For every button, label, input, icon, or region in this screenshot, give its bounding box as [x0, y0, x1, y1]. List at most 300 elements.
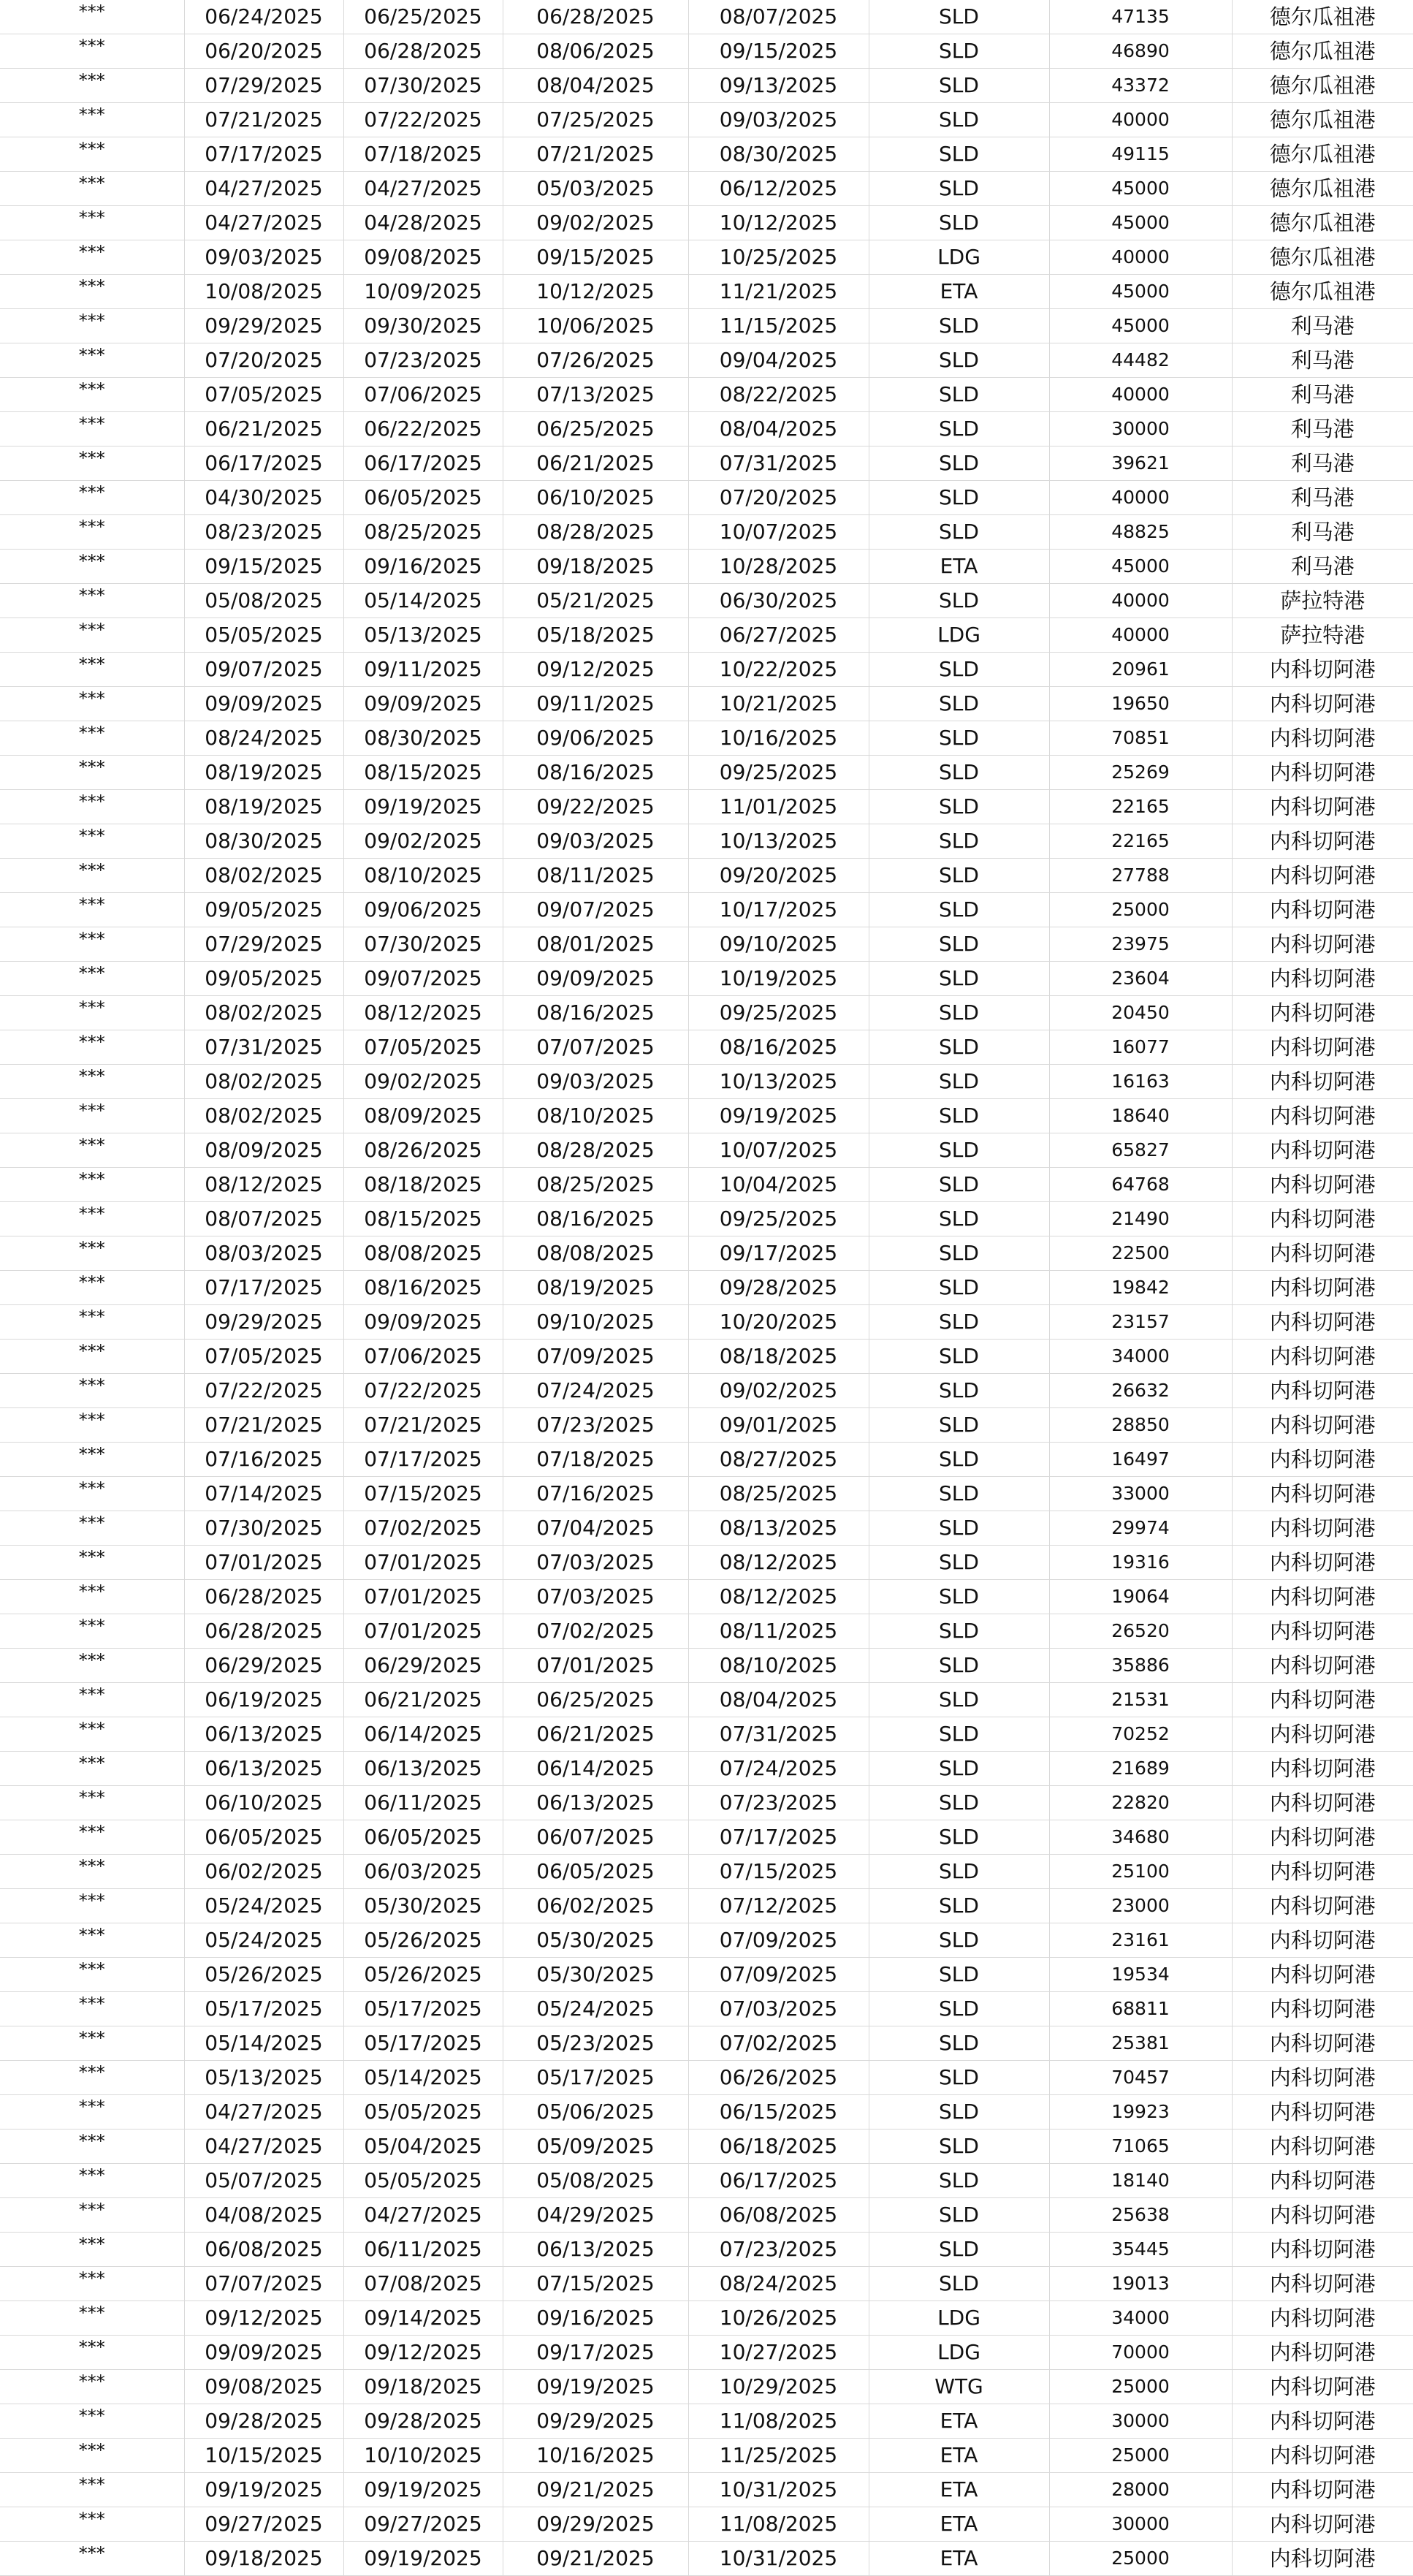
- date-1-cell[interactable]: 09/07/2025: [184, 653, 343, 687]
- date-2-cell[interactable]: 06/11/2025: [343, 1786, 503, 1820]
- port-cell[interactable]: 内科切阿港: [1232, 1889, 1413, 1923]
- date-3-cell[interactable]: 09/22/2025: [503, 790, 688, 824]
- status-cell[interactable]: ETA: [869, 2473, 1049, 2507]
- status-cell[interactable]: ETA: [869, 2507, 1049, 2542]
- port-cell[interactable]: 内科切阿港: [1232, 653, 1413, 687]
- date-3-cell[interactable]: 04/29/2025: [503, 2198, 688, 2233]
- date-1-cell[interactable]: 07/29/2025: [184, 927, 343, 962]
- quantity-cell[interactable]: 22165: [1049, 790, 1232, 824]
- date-1-cell[interactable]: 09/08/2025: [184, 2370, 343, 2404]
- table-row[interactable]: [0, 1477, 1413, 1511]
- date-1-cell[interactable]: 08/02/2025: [184, 1099, 343, 1133]
- port-cell[interactable]: 内科切阿港: [1232, 1752, 1413, 1786]
- date-1-cell[interactable]: 06/05/2025: [184, 1820, 343, 1855]
- date-4-cell[interactable]: 07/23/2025: [688, 1786, 869, 1820]
- date-1-cell[interactable]: 07/21/2025: [184, 1408, 343, 1443]
- date-2-cell[interactable]: 09/11/2025: [343, 653, 503, 687]
- date-4-cell[interactable]: 10/25/2025: [688, 240, 869, 275]
- table-row[interactable]: [0, 2542, 1413, 2576]
- date-2-cell[interactable]: 09/06/2025: [343, 893, 503, 927]
- masked-id-cell[interactable]: ***: [0, 515, 184, 550]
- quantity-cell[interactable]: 70000: [1049, 2336, 1232, 2370]
- date-2-cell[interactable]: 10/09/2025: [343, 275, 503, 309]
- table-row[interactable]: [0, 1717, 1413, 1752]
- status-cell[interactable]: SLD: [869, 1408, 1049, 1443]
- date-3-cell[interactable]: 05/03/2025: [503, 172, 688, 206]
- table-row[interactable]: [0, 2507, 1413, 2542]
- port-cell[interactable]: 内科切阿港: [1232, 1820, 1413, 1855]
- status-cell[interactable]: LDG: [869, 618, 1049, 653]
- masked-id-cell[interactable]: ***: [0, 34, 184, 69]
- table-row[interactable]: [0, 1580, 1413, 1614]
- status-cell[interactable]: SLD: [869, 2267, 1049, 2301]
- date-1-cell[interactable]: 06/19/2025: [184, 1683, 343, 1717]
- quantity-cell[interactable]: 30000: [1049, 2507, 1232, 2542]
- date-4-cell[interactable]: 08/16/2025: [688, 1030, 869, 1065]
- date-2-cell[interactable]: 05/30/2025: [343, 1889, 503, 1923]
- status-cell[interactable]: SLD: [869, 824, 1049, 859]
- quantity-cell[interactable]: 40000: [1049, 618, 1232, 653]
- table-row[interactable]: [0, 447, 1413, 481]
- quantity-cell[interactable]: 46890: [1049, 34, 1232, 69]
- date-2-cell[interactable]: 06/05/2025: [343, 481, 503, 515]
- port-cell[interactable]: 内科切阿港: [1232, 2233, 1413, 2267]
- table-row[interactable]: [0, 1820, 1413, 1855]
- date-3-cell[interactable]: 09/15/2025: [503, 240, 688, 275]
- status-cell[interactable]: SLD: [869, 962, 1049, 996]
- date-4-cell[interactable]: 08/04/2025: [688, 1683, 869, 1717]
- status-cell[interactable]: SLD: [869, 1752, 1049, 1786]
- port-cell[interactable]: 内科切阿港: [1232, 756, 1413, 790]
- table-row[interactable]: [0, 1614, 1413, 1649]
- table-row[interactable]: [0, 927, 1413, 962]
- date-2-cell[interactable]: 06/05/2025: [343, 1820, 503, 1855]
- port-cell[interactable]: 萨拉特港: [1232, 584, 1413, 618]
- masked-id-cell[interactable]: ***: [0, 1958, 184, 1992]
- date-2-cell[interactable]: 06/21/2025: [343, 1683, 503, 1717]
- date-4-cell[interactable]: 08/24/2025: [688, 2267, 869, 2301]
- status-cell[interactable]: SLD: [869, 0, 1049, 34]
- date-3-cell[interactable]: 08/01/2025: [503, 927, 688, 962]
- date-2-cell[interactable]: 08/10/2025: [343, 859, 503, 893]
- date-2-cell[interactable]: 09/09/2025: [343, 1305, 503, 1340]
- table-row[interactable]: [0, 412, 1413, 447]
- status-cell[interactable]: SLD: [869, 893, 1049, 927]
- date-1-cell[interactable]: 08/02/2025: [184, 996, 343, 1030]
- date-3-cell[interactable]: 09/07/2025: [503, 893, 688, 927]
- table-row[interactable]: [0, 309, 1413, 343]
- date-2-cell[interactable]: 08/25/2025: [343, 515, 503, 550]
- status-cell[interactable]: SLD: [869, 206, 1049, 240]
- table-row[interactable]: [0, 1683, 1413, 1717]
- status-cell[interactable]: SLD: [869, 137, 1049, 172]
- quantity-cell[interactable]: 16497: [1049, 1443, 1232, 1477]
- date-2-cell[interactable]: 07/01/2025: [343, 1580, 503, 1614]
- date-1-cell[interactable]: 08/19/2025: [184, 756, 343, 790]
- status-cell[interactable]: SLD: [869, 1717, 1049, 1752]
- masked-id-cell[interactable]: ***: [0, 584, 184, 618]
- date-4-cell[interactable]: 08/13/2025: [688, 1511, 869, 1546]
- status-cell[interactable]: SLD: [869, 2233, 1049, 2267]
- quantity-cell[interactable]: 18640: [1049, 1099, 1232, 1133]
- status-cell[interactable]: SLD: [869, 790, 1049, 824]
- status-cell[interactable]: SLD: [869, 1305, 1049, 1340]
- masked-id-cell[interactable]: ***: [0, 1305, 184, 1340]
- date-2-cell[interactable]: 09/27/2025: [343, 2507, 503, 2542]
- status-cell[interactable]: SLD: [869, 2129, 1049, 2164]
- masked-id-cell[interactable]: ***: [0, 1546, 184, 1580]
- date-1-cell[interactable]: 09/19/2025: [184, 2473, 343, 2507]
- masked-id-cell[interactable]: ***: [0, 2542, 184, 2576]
- quantity-cell[interactable]: 20450: [1049, 996, 1232, 1030]
- date-4-cell[interactable]: 08/07/2025: [688, 0, 869, 34]
- quantity-cell[interactable]: 40000: [1049, 378, 1232, 412]
- date-4-cell[interactable]: 09/19/2025: [688, 1099, 869, 1133]
- date-1-cell[interactable]: 08/07/2025: [184, 1202, 343, 1236]
- masked-id-cell[interactable]: ***: [0, 1408, 184, 1443]
- table-row[interactable]: [0, 859, 1413, 893]
- date-3-cell[interactable]: 07/09/2025: [503, 1340, 688, 1374]
- port-cell[interactable]: 内科切阿港: [1232, 2336, 1413, 2370]
- date-1-cell[interactable]: 07/31/2025: [184, 1030, 343, 1065]
- status-cell[interactable]: SLD: [869, 721, 1049, 756]
- port-cell[interactable]: 内科切阿港: [1232, 2129, 1413, 2164]
- table-row[interactable]: [0, 2026, 1413, 2061]
- masked-id-cell[interactable]: ***: [0, 2026, 184, 2061]
- date-2-cell[interactable]: 08/15/2025: [343, 756, 503, 790]
- date-2-cell[interactable]: 09/19/2025: [343, 2542, 503, 2576]
- status-cell[interactable]: SLD: [869, 1374, 1049, 1408]
- masked-id-cell[interactable]: ***: [0, 1133, 184, 1168]
- quantity-cell[interactable]: 19650: [1049, 687, 1232, 721]
- status-cell[interactable]: SLD: [869, 653, 1049, 687]
- date-4-cell[interactable]: 09/17/2025: [688, 1236, 869, 1271]
- status-cell[interactable]: SLD: [869, 1546, 1049, 1580]
- quantity-cell[interactable]: 25269: [1049, 756, 1232, 790]
- masked-id-cell[interactable]: ***: [0, 1099, 184, 1133]
- date-3-cell[interactable]: 07/02/2025: [503, 1614, 688, 1649]
- date-4-cell[interactable]: 10/07/2025: [688, 515, 869, 550]
- status-cell[interactable]: SLD: [869, 103, 1049, 137]
- table-row[interactable]: [0, 1305, 1413, 1340]
- port-cell[interactable]: 德尔瓜祖港: [1232, 34, 1413, 69]
- quantity-cell[interactable]: 16163: [1049, 1065, 1232, 1099]
- date-2-cell[interactable]: 08/26/2025: [343, 1133, 503, 1168]
- date-2-cell[interactable]: 09/14/2025: [343, 2301, 503, 2336]
- date-2-cell[interactable]: 07/22/2025: [343, 1374, 503, 1408]
- port-cell[interactable]: 内科切阿港: [1232, 1374, 1413, 1408]
- status-cell[interactable]: WTG: [869, 2370, 1049, 2404]
- port-cell[interactable]: 内科切阿港: [1232, 2370, 1413, 2404]
- date-3-cell[interactable]: 05/06/2025: [503, 2095, 688, 2129]
- table-row[interactable]: [0, 996, 1413, 1030]
- date-2-cell[interactable]: 07/01/2025: [343, 1614, 503, 1649]
- quantity-cell[interactable]: 23975: [1049, 927, 1232, 962]
- date-4-cell[interactable]: 07/09/2025: [688, 1923, 869, 1958]
- date-2-cell[interactable]: 07/01/2025: [343, 1546, 503, 1580]
- date-1-cell[interactable]: 07/05/2025: [184, 378, 343, 412]
- quantity-cell[interactable]: 25000: [1049, 2439, 1232, 2473]
- table-row[interactable]: [0, 2267, 1413, 2301]
- quantity-cell[interactable]: 23161: [1049, 1923, 1232, 1958]
- port-cell[interactable]: 利马港: [1232, 447, 1413, 481]
- date-4-cell[interactable]: 09/10/2025: [688, 927, 869, 962]
- status-cell[interactable]: SLD: [869, 378, 1049, 412]
- table-row[interactable]: [0, 1511, 1413, 1546]
- status-cell[interactable]: SLD: [869, 687, 1049, 721]
- masked-id-cell[interactable]: ***: [0, 2301, 184, 2336]
- quantity-cell[interactable]: 19013: [1049, 2267, 1232, 2301]
- date-4-cell[interactable]: 08/04/2025: [688, 412, 869, 447]
- date-3-cell[interactable]: 05/30/2025: [503, 1923, 688, 1958]
- date-2-cell[interactable]: 08/16/2025: [343, 1271, 503, 1305]
- table-row[interactable]: [0, 206, 1413, 240]
- date-4-cell[interactable]: 07/24/2025: [688, 1752, 869, 1786]
- status-cell[interactable]: SLD: [869, 756, 1049, 790]
- table-row[interactable]: [0, 1202, 1413, 1236]
- port-cell[interactable]: 内科切阿港: [1232, 2439, 1413, 2473]
- port-cell[interactable]: 内科切阿港: [1232, 2542, 1413, 2576]
- masked-id-cell[interactable]: ***: [0, 1065, 184, 1099]
- date-3-cell[interactable]: 09/03/2025: [503, 1065, 688, 1099]
- date-2-cell[interactable]: 08/18/2025: [343, 1168, 503, 1202]
- quantity-cell[interactable]: 20961: [1049, 653, 1232, 687]
- date-3-cell[interactable]: 07/07/2025: [503, 1030, 688, 1065]
- date-3-cell[interactable]: 08/16/2025: [503, 996, 688, 1030]
- date-3-cell[interactable]: 08/16/2025: [503, 1202, 688, 1236]
- table-row[interactable]: [0, 1374, 1413, 1408]
- date-4-cell[interactable]: 08/25/2025: [688, 1477, 869, 1511]
- port-cell[interactable]: 内科切阿港: [1232, 1958, 1413, 1992]
- date-4-cell[interactable]: 10/19/2025: [688, 962, 869, 996]
- port-cell[interactable]: 内科切阿港: [1232, 893, 1413, 927]
- masked-id-cell[interactable]: ***: [0, 2095, 184, 2129]
- date-3-cell[interactable]: 05/24/2025: [503, 1992, 688, 2026]
- date-2-cell[interactable]: 05/17/2025: [343, 2026, 503, 2061]
- date-1-cell[interactable]: 08/24/2025: [184, 721, 343, 756]
- table-row[interactable]: [0, 34, 1413, 69]
- date-3-cell[interactable]: 06/21/2025: [503, 447, 688, 481]
- date-1-cell[interactable]: 08/02/2025: [184, 859, 343, 893]
- date-2-cell[interactable]: 07/30/2025: [343, 927, 503, 962]
- quantity-cell[interactable]: 16077: [1049, 1030, 1232, 1065]
- status-cell[interactable]: SLD: [869, 1683, 1049, 1717]
- date-2-cell[interactable]: 05/13/2025: [343, 618, 503, 653]
- date-3-cell[interactable]: 08/04/2025: [503, 69, 688, 103]
- date-3-cell[interactable]: 05/17/2025: [503, 2061, 688, 2095]
- masked-id-cell[interactable]: ***: [0, 1374, 184, 1408]
- quantity-cell[interactable]: 25000: [1049, 893, 1232, 927]
- date-3-cell[interactable]: 08/08/2025: [503, 1236, 688, 1271]
- quantity-cell[interactable]: 45000: [1049, 206, 1232, 240]
- date-4-cell[interactable]: 08/18/2025: [688, 1340, 869, 1374]
- date-3-cell[interactable]: 07/13/2025: [503, 378, 688, 412]
- date-4-cell[interactable]: 10/13/2025: [688, 1065, 869, 1099]
- status-cell[interactable]: LDG: [869, 2301, 1049, 2336]
- masked-id-cell[interactable]: ***: [0, 1889, 184, 1923]
- date-1-cell[interactable]: 10/15/2025: [184, 2439, 343, 2473]
- masked-id-cell[interactable]: ***: [0, 721, 184, 756]
- port-cell[interactable]: 内科切阿港: [1232, 2198, 1413, 2233]
- status-cell[interactable]: SLD: [869, 1236, 1049, 1271]
- table-row[interactable]: [0, 2198, 1413, 2233]
- table-row[interactable]: [0, 1786, 1413, 1820]
- quantity-cell[interactable]: 40000: [1049, 103, 1232, 137]
- date-2-cell[interactable]: 09/16/2025: [343, 550, 503, 584]
- status-cell[interactable]: SLD: [869, 1099, 1049, 1133]
- date-1-cell[interactable]: 04/27/2025: [184, 172, 343, 206]
- date-1-cell[interactable]: 06/02/2025: [184, 1855, 343, 1889]
- port-cell[interactable]: 内科切阿港: [1232, 790, 1413, 824]
- date-4-cell[interactable]: 09/25/2025: [688, 756, 869, 790]
- table-row[interactable]: [0, 378, 1413, 412]
- table-row[interactable]: [0, 2439, 1413, 2473]
- status-cell[interactable]: SLD: [869, 343, 1049, 378]
- masked-id-cell[interactable]: ***: [0, 962, 184, 996]
- date-4-cell[interactable]: 10/21/2025: [688, 687, 869, 721]
- status-cell[interactable]: SLD: [869, 584, 1049, 618]
- quantity-cell[interactable]: 21531: [1049, 1683, 1232, 1717]
- date-2-cell[interactable]: 06/13/2025: [343, 1752, 503, 1786]
- date-2-cell[interactable]: 08/08/2025: [343, 1236, 503, 1271]
- port-cell[interactable]: 内科切阿港: [1232, 1202, 1413, 1236]
- date-3-cell[interactable]: 09/21/2025: [503, 2473, 688, 2507]
- date-4-cell[interactable]: 11/21/2025: [688, 275, 869, 309]
- date-4-cell[interactable]: 06/18/2025: [688, 2129, 869, 2164]
- table-row[interactable]: [0, 2336, 1413, 2370]
- date-2-cell[interactable]: 05/14/2025: [343, 584, 503, 618]
- masked-id-cell[interactable]: ***: [0, 756, 184, 790]
- port-cell[interactable]: 内科切阿港: [1232, 1546, 1413, 1580]
- status-cell[interactable]: SLD: [869, 1923, 1049, 1958]
- status-cell[interactable]: SLD: [869, 1168, 1049, 1202]
- date-1-cell[interactable]: 09/03/2025: [184, 240, 343, 275]
- quantity-cell[interactable]: 25381: [1049, 2026, 1232, 2061]
- date-1-cell[interactable]: 05/08/2025: [184, 584, 343, 618]
- quantity-cell[interactable]: 40000: [1049, 240, 1232, 275]
- table-row[interactable]: [0, 1271, 1413, 1305]
- date-1-cell[interactable]: 07/01/2025: [184, 1546, 343, 1580]
- date-3-cell[interactable]: 07/21/2025: [503, 137, 688, 172]
- date-3-cell[interactable]: 09/10/2025: [503, 1305, 688, 1340]
- masked-id-cell[interactable]: ***: [0, 927, 184, 962]
- date-1-cell[interactable]: 08/30/2025: [184, 824, 343, 859]
- table-row[interactable]: [0, 1443, 1413, 1477]
- date-3-cell[interactable]: 09/29/2025: [503, 2404, 688, 2439]
- quantity-cell[interactable]: 21490: [1049, 1202, 1232, 1236]
- masked-id-cell[interactable]: ***: [0, 2198, 184, 2233]
- date-4-cell[interactable]: 09/25/2025: [688, 996, 869, 1030]
- status-cell[interactable]: SLD: [869, 1271, 1049, 1305]
- status-cell[interactable]: ETA: [869, 2542, 1049, 2576]
- table-row[interactable]: [0, 1649, 1413, 1683]
- table-row[interactable]: [0, 1923, 1413, 1958]
- date-1-cell[interactable]: 09/05/2025: [184, 962, 343, 996]
- status-cell[interactable]: ETA: [869, 2404, 1049, 2439]
- table-row[interactable]: [0, 1168, 1413, 1202]
- table-row[interactable]: [0, 103, 1413, 137]
- masked-id-cell[interactable]: ***: [0, 1683, 184, 1717]
- date-4-cell[interactable]: 06/17/2025: [688, 2164, 869, 2198]
- masked-id-cell[interactable]: ***: [0, 2370, 184, 2404]
- status-cell[interactable]: SLD: [869, 2198, 1049, 2233]
- date-1-cell[interactable]: 04/27/2025: [184, 206, 343, 240]
- table-row[interactable]: [0, 2473, 1413, 2507]
- masked-id-cell[interactable]: ***: [0, 1271, 184, 1305]
- quantity-cell[interactable]: 19534: [1049, 1958, 1232, 1992]
- port-cell[interactable]: 内科切阿港: [1232, 1683, 1413, 1717]
- date-1-cell[interactable]: 06/28/2025: [184, 1614, 343, 1649]
- date-1-cell[interactable]: 06/10/2025: [184, 1786, 343, 1820]
- quantity-cell[interactable]: 35886: [1049, 1649, 1232, 1683]
- date-2-cell[interactable]: 06/14/2025: [343, 1717, 503, 1752]
- date-4-cell[interactable]: 07/12/2025: [688, 1889, 869, 1923]
- date-1-cell[interactable]: 05/05/2025: [184, 618, 343, 653]
- date-4-cell[interactable]: 10/31/2025: [688, 2473, 869, 2507]
- date-4-cell[interactable]: 10/12/2025: [688, 206, 869, 240]
- masked-id-cell[interactable]: ***: [0, 859, 184, 893]
- date-1-cell[interactable]: 05/07/2025: [184, 2164, 343, 2198]
- date-2-cell[interactable]: 06/11/2025: [343, 2233, 503, 2267]
- status-cell[interactable]: SLD: [869, 996, 1049, 1030]
- quantity-cell[interactable]: 68811: [1049, 1992, 1232, 2026]
- port-cell[interactable]: 内科切阿港: [1232, 1340, 1413, 1374]
- date-2-cell[interactable]: 05/05/2025: [343, 2164, 503, 2198]
- table-row[interactable]: [0, 515, 1413, 550]
- date-3-cell[interactable]: 07/03/2025: [503, 1546, 688, 1580]
- masked-id-cell[interactable]: ***: [0, 824, 184, 859]
- masked-id-cell[interactable]: ***: [0, 2473, 184, 2507]
- port-cell[interactable]: 内科切阿港: [1232, 2473, 1413, 2507]
- port-cell[interactable]: 利马港: [1232, 343, 1413, 378]
- port-cell[interactable]: 内科切阿港: [1232, 2095, 1413, 2129]
- date-3-cell[interactable]: 08/28/2025: [503, 1133, 688, 1168]
- date-3-cell[interactable]: 10/06/2025: [503, 309, 688, 343]
- status-cell[interactable]: ETA: [869, 550, 1049, 584]
- table-row[interactable]: [0, 1889, 1413, 1923]
- date-4-cell[interactable]: 10/28/2025: [688, 550, 869, 584]
- status-cell[interactable]: SLD: [869, 172, 1049, 206]
- quantity-cell[interactable]: 64768: [1049, 1168, 1232, 1202]
- status-cell[interactable]: SLD: [869, 1820, 1049, 1855]
- table-row[interactable]: [0, 584, 1413, 618]
- port-cell[interactable]: 内科切阿港: [1232, 2507, 1413, 2542]
- date-1-cell[interactable]: 09/12/2025: [184, 2301, 343, 2336]
- port-cell[interactable]: 德尔瓜祖港: [1232, 69, 1413, 103]
- port-cell[interactable]: 内科切阿港: [1232, 687, 1413, 721]
- date-1-cell[interactable]: 07/16/2025: [184, 1443, 343, 1477]
- table-row[interactable]: [0, 687, 1413, 721]
- date-4-cell[interactable]: 10/04/2025: [688, 1168, 869, 1202]
- table-row[interactable]: [0, 1099, 1413, 1133]
- date-2-cell[interactable]: 05/14/2025: [343, 2061, 503, 2095]
- date-3-cell[interactable]: 05/08/2025: [503, 2164, 688, 2198]
- port-cell[interactable]: 内科切阿港: [1232, 824, 1413, 859]
- table-row[interactable]: [0, 240, 1413, 275]
- port-cell[interactable]: 内科切阿港: [1232, 2267, 1413, 2301]
- date-2-cell[interactable]: 05/26/2025: [343, 1923, 503, 1958]
- status-cell[interactable]: SLD: [869, 927, 1049, 962]
- port-cell[interactable]: 利马港: [1232, 550, 1413, 584]
- table-row[interactable]: [0, 1958, 1413, 1992]
- date-2-cell[interactable]: 06/03/2025: [343, 1855, 503, 1889]
- date-2-cell[interactable]: 07/06/2025: [343, 1340, 503, 1374]
- table-row[interactable]: [0, 2404, 1413, 2439]
- quantity-cell[interactable]: 45000: [1049, 275, 1232, 309]
- date-1-cell[interactable]: 09/15/2025: [184, 550, 343, 584]
- status-cell[interactable]: SLD: [869, 1477, 1049, 1511]
- date-3-cell[interactable]: 09/17/2025: [503, 2336, 688, 2370]
